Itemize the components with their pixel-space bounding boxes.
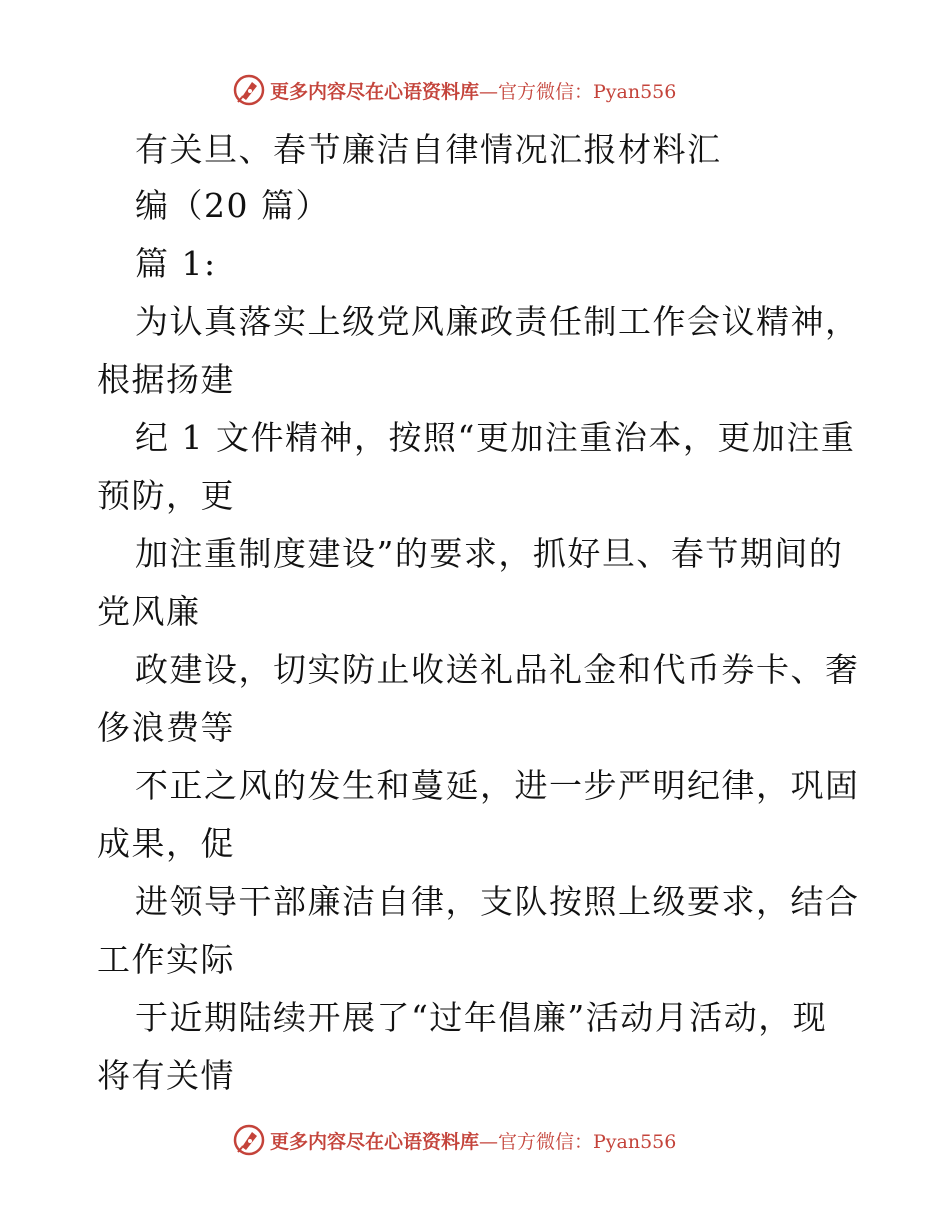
- watermark-dash: —: [479, 1130, 499, 1153]
- header-watermark: [232, 72, 676, 108]
- paragraph-line: 政建设，切实防止收送礼品礼金和代币券卡、奢: [135, 650, 860, 689]
- paragraph-line: 党风廉: [97, 592, 201, 631]
- footer-watermark: [232, 1122, 676, 1158]
- watermark-wechat-text: 官方微信：Pyan556: [498, 1130, 677, 1153]
- paragraph-line: 为认真落实上级党风廉政责任制工作会议精神，: [135, 302, 860, 341]
- paragraph-line: 纪 1 文件精神，按照“更加注重治本，更加注重: [135, 418, 856, 457]
- paragraph-line: 成果，促: [97, 824, 235, 863]
- paragraph-line: 将有关情: [97, 1056, 235, 1095]
- title-line-2: 编（20 篇）: [135, 186, 330, 225]
- paragraph-line: 预防，更: [97, 476, 235, 515]
- title-line-1: 有关旦、春节廉洁自律情况汇报材料汇: [135, 130, 722, 169]
- paragraph-line: 于近期陆续开展了“过年倡廉”活动月活动，现: [135, 998, 828, 1037]
- paragraph-line: 进领导干部廉洁自律，支队按照上级要求，结合: [135, 882, 860, 921]
- watermark-dash: —: [479, 80, 499, 103]
- pen-nib-logo-icon: [232, 73, 266, 107]
- watermark-main-text: 更多内容尽在心语资料库: [270, 80, 480, 103]
- paragraph-line: 根据扬建: [97, 360, 235, 399]
- paragraph-line: 加注重制度建设”的要求，抓好旦、春节期间的: [135, 534, 844, 573]
- watermark-wechat-text: 官方微信：Pyan556: [498, 80, 677, 103]
- paragraph-line: 侈浪费等: [97, 708, 235, 747]
- paragraph-line: 工作实际: [97, 940, 235, 979]
- section-heading: 篇 1:: [135, 244, 217, 283]
- paragraph-line: 不正之风的发生和蔓延，进一步严明纪律，巩固: [135, 766, 860, 805]
- pen-nib-logo-icon: [232, 1123, 266, 1157]
- watermark-main-text: 更多内容尽在心语资料库: [270, 1130, 480, 1153]
